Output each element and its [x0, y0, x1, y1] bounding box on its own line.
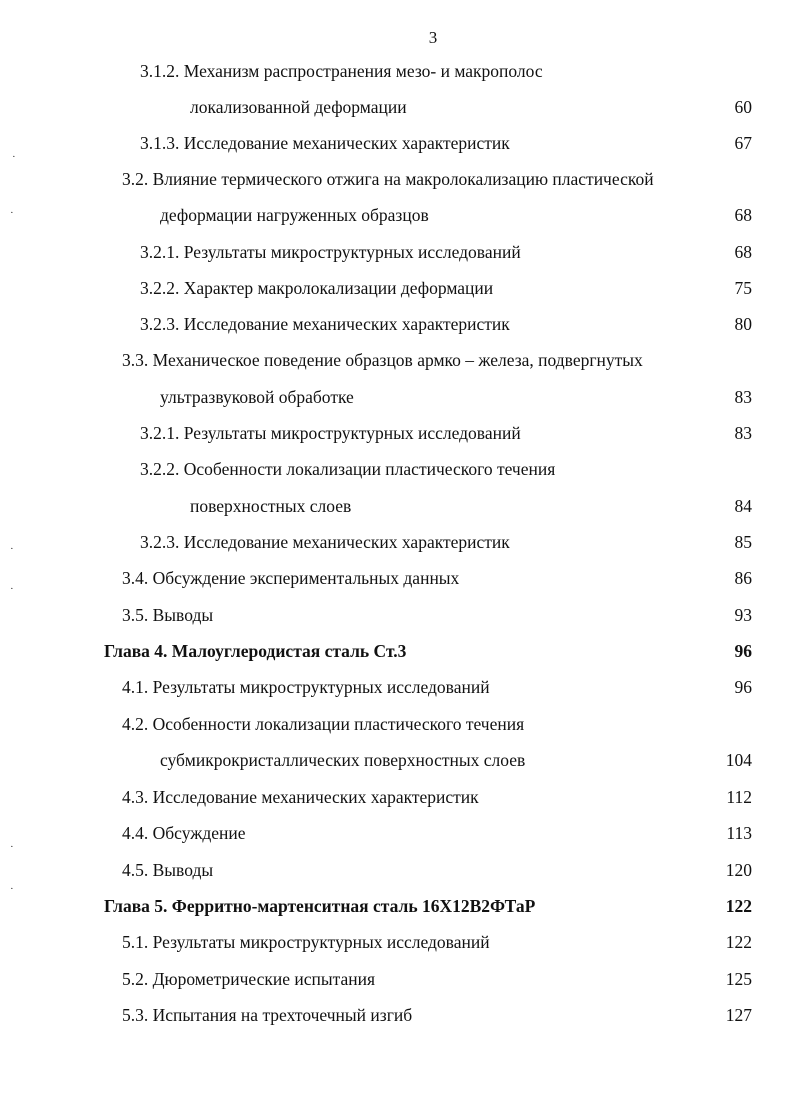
toc-entry-text: 4.5. Выводы: [122, 860, 214, 880]
toc-page-number: 80: [734, 314, 752, 334]
toc-page-number: 96: [734, 677, 752, 697]
toc-line: [0, 600, 794, 630]
toc-page-number: 67: [734, 133, 752, 153]
toc-chapter-line: [0, 891, 794, 921]
toc-page-number: 83: [734, 423, 752, 443]
toc-line: [0, 418, 794, 448]
toc-entry-text: поверхностных слоев: [190, 496, 352, 516]
toc-entry-text: 3.2. Влияние термического отжига на макролокализацию пластической: [122, 169, 654, 189]
toc-entry-text: 3.2.3. Исследование механических характеристик: [140, 314, 510, 334]
scan-speck: ·: [10, 543, 14, 555]
toc-line: [0, 709, 794, 739]
scan-speck: ·: [10, 841, 14, 853]
toc-page-number: 96: [734, 641, 752, 661]
toc-entry-text: 3.2.1. Результаты микроструктурных исследований: [140, 242, 521, 262]
toc-entry-text: 3.2.3. Исследование механических характеристик: [140, 532, 510, 552]
toc-entry-text: 5.1. Результаты микроструктурных исследований: [122, 932, 490, 952]
toc-page-number: 122: [725, 932, 752, 952]
toc-line: [0, 672, 794, 702]
toc-page-number: 112: [726, 787, 752, 807]
scan-speck: ·: [10, 883, 14, 895]
toc-page-number: 75: [734, 278, 752, 298]
toc-line: [0, 782, 794, 812]
toc-page-number: 127: [725, 1005, 752, 1025]
toc-page-number: 60: [734, 97, 752, 117]
toc-entry-text: 4.3. Исследование механических характеристик: [122, 787, 479, 807]
toc-page-number: 125: [725, 969, 752, 989]
toc-page-number: 104: [725, 750, 752, 770]
toc-page-number: 68: [734, 242, 752, 262]
toc-line: [0, 855, 794, 885]
toc-line: [0, 527, 794, 557]
toc-entry-text: 3.1.2. Механизм распространения мезо- и макрополос: [140, 61, 543, 81]
toc-line: [0, 273, 794, 303]
toc-line: [0, 309, 794, 339]
toc-entry-text: 3.2.2. Особенности локализации пластического течения: [140, 459, 556, 479]
toc-page-number: 93: [734, 605, 752, 625]
toc-page-number: 85: [734, 532, 752, 552]
toc-entry-text: Глава 4. Малоуглеродистая сталь Ст.3: [104, 641, 407, 661]
toc-entry-text: 5.2. Дюрометрические испытания: [122, 969, 376, 989]
scan-speck: ·: [10, 583, 14, 595]
toc-line: [0, 745, 794, 775]
toc-line: [0, 345, 794, 375]
toc-entry-text: 4.1. Результаты микроструктурных исследований: [122, 677, 490, 697]
toc-entry-text: субмикрокристаллических поверхностных слоев: [160, 750, 526, 770]
toc-page-number: 84: [734, 496, 752, 516]
toc-line: [0, 128, 794, 158]
toc-page-number: 86: [734, 568, 752, 588]
toc-entry-text: 3.4. Обсуждение экспериментальных данных: [122, 568, 460, 588]
toc-line: [0, 382, 794, 412]
toc-line: [0, 927, 794, 957]
toc-entry-text: 4.2. Особенности локализации пластического течения: [122, 714, 525, 734]
toc-line: [0, 56, 794, 86]
toc-line: [0, 563, 794, 593]
scan-speck: ·: [12, 151, 16, 163]
toc-page-number: 120: [725, 860, 752, 880]
toc-line: [0, 237, 794, 267]
toc-entry-text: локализованной деформации: [190, 97, 407, 117]
toc-entry-text: 5.3. Испытания на трехточечный изгиб: [122, 1005, 413, 1025]
toc-line: [0, 92, 794, 122]
toc-line: [0, 818, 794, 848]
toc-line: [0, 164, 794, 194]
toc-page-number: 113: [726, 823, 752, 843]
toc-line: [0, 964, 794, 994]
toc-chapter-line: [0, 636, 794, 666]
toc-entry-text: 3.5. Выводы: [122, 605, 214, 625]
toc-page-number: 68: [734, 205, 752, 225]
page-number: 3: [428, 28, 438, 47]
toc-entry-text: 3.1.3. Исследование механических характеристик: [140, 133, 510, 153]
toc-line: [0, 491, 794, 521]
toc-line: [0, 454, 794, 484]
toc-page-number: 122: [725, 896, 752, 916]
toc-entry-text: 4.4. Обсуждение: [122, 823, 246, 843]
toc-line: [0, 200, 794, 230]
toc-entry-text: деформации нагруженных образцов: [160, 205, 429, 225]
toc-page-number: 83: [734, 387, 752, 407]
toc-entry-text: 3.2.1. Результаты микроструктурных исследований: [140, 423, 521, 443]
toc-entry-text: ультразвуковой обработке: [160, 387, 354, 407]
scan-speck: ·: [10, 207, 14, 219]
toc-line: [0, 1000, 794, 1030]
toc-entry-text: 3.3. Механическое поведение образцов армко – железа, подвергнутых: [122, 350, 643, 370]
toc-entry-text: Глава 5. Ферритно-мартенситная сталь 16Х12В2ФТаР: [104, 896, 536, 916]
toc-entry-text: 3.2.2. Характер макролокализации деформации: [140, 278, 494, 298]
